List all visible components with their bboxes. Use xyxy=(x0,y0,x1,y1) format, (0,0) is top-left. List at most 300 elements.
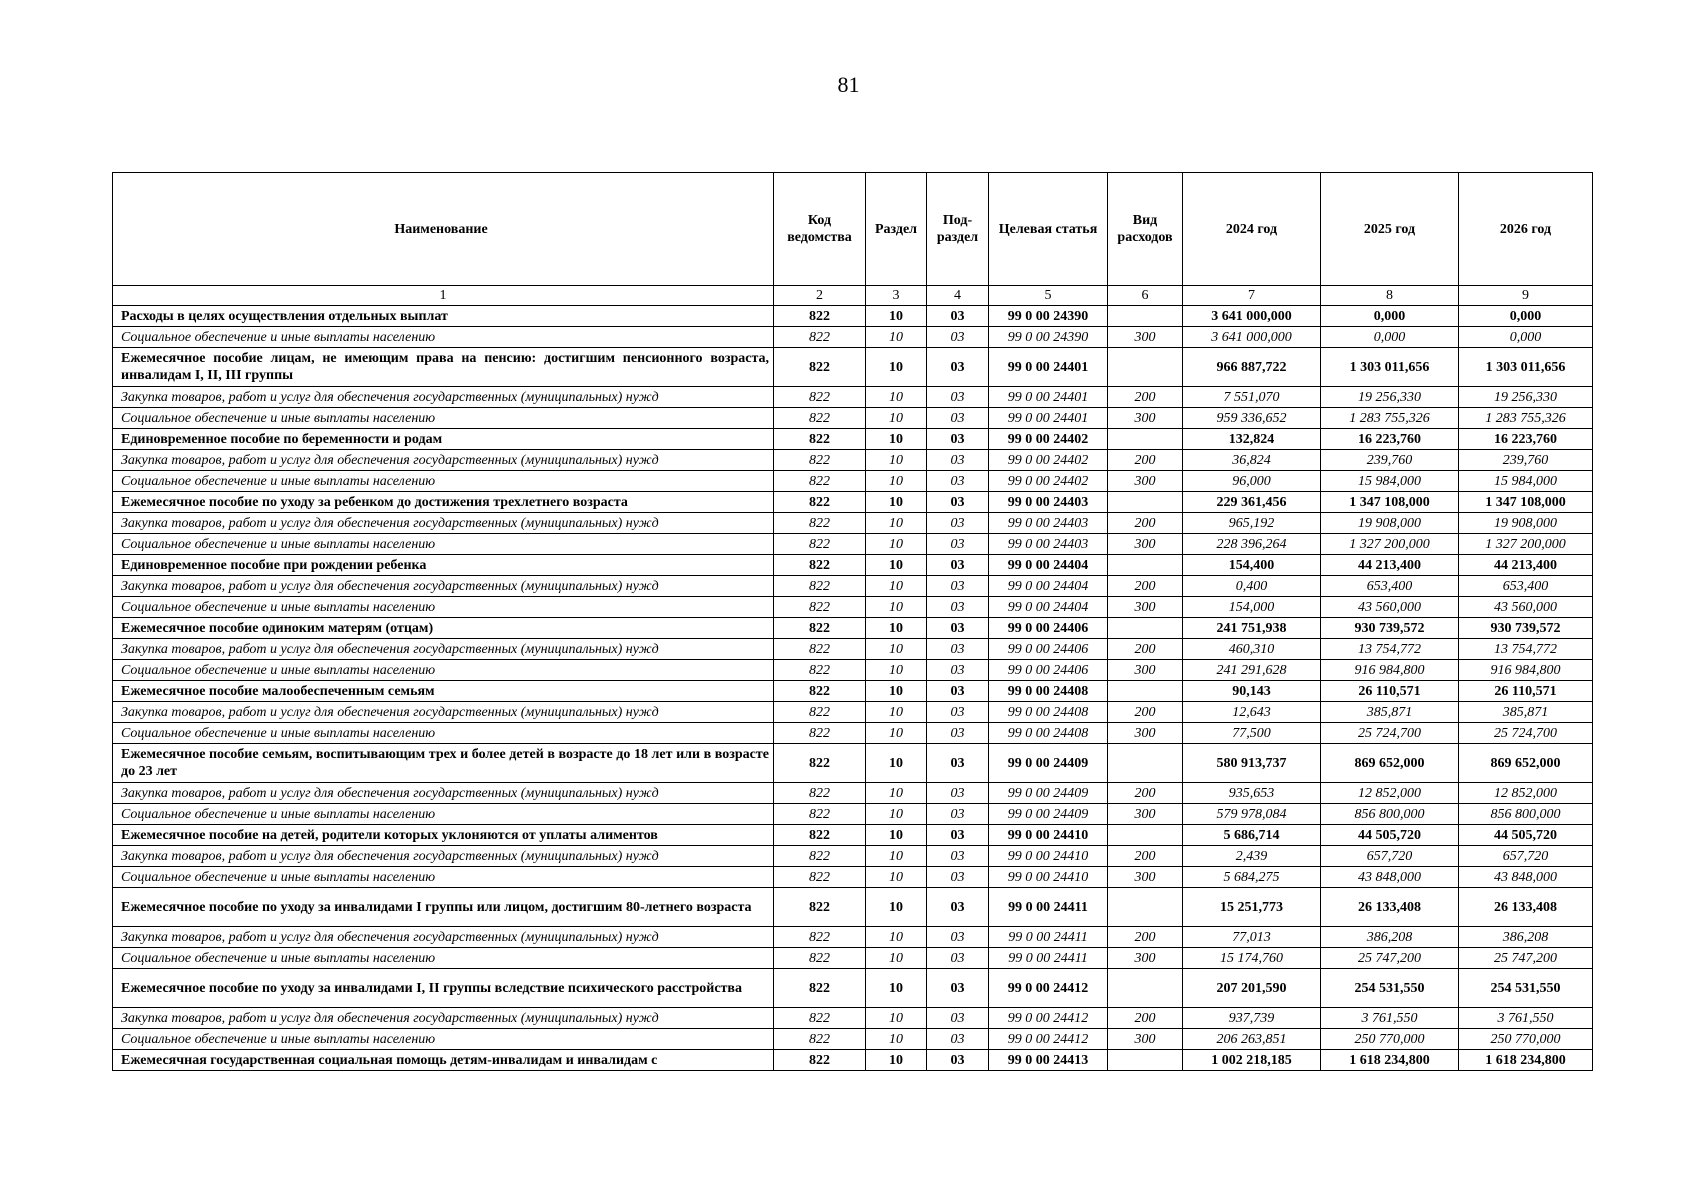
cell-dept: 822 xyxy=(774,1050,866,1071)
cell-subsection: 03 xyxy=(927,1008,989,1029)
cell-dept: 822 xyxy=(774,723,866,744)
cell-target: 99 0 00 24411 xyxy=(989,888,1108,927)
cell-section: 10 xyxy=(866,1008,927,1029)
cell-2024: 241 291,628 xyxy=(1183,660,1321,681)
item-row xyxy=(113,306,1593,327)
detail-row xyxy=(113,927,1593,948)
cell-target: 99 0 00 24404 xyxy=(989,597,1108,618)
cell-kind xyxy=(1108,429,1183,450)
cell-section: 10 xyxy=(866,429,927,450)
cell-subsection: 03 xyxy=(927,846,989,867)
cell-target: 99 0 00 24390 xyxy=(989,306,1108,327)
detail-row xyxy=(113,846,1593,867)
cell-target: 99 0 00 24406 xyxy=(989,618,1108,639)
cell-2025: 15 984,000 xyxy=(1321,471,1459,492)
cell-2025: 869 652,000 xyxy=(1321,744,1459,783)
column-number: 1 xyxy=(113,286,774,306)
cell-dept: 822 xyxy=(774,555,866,576)
cell-section: 10 xyxy=(866,927,927,948)
cell-dept: 822 xyxy=(774,429,866,450)
cell-subsection: 03 xyxy=(927,681,989,702)
cell-kind xyxy=(1108,306,1183,327)
cell-2025: 16 223,760 xyxy=(1321,429,1459,450)
cell-2026: 0,000 xyxy=(1459,306,1593,327)
cell-2024: 7 551,070 xyxy=(1183,387,1321,408)
detail-row xyxy=(113,660,1593,681)
cell-dept: 822 xyxy=(774,681,866,702)
header-dept-line2: ведомства xyxy=(787,230,852,245)
cell-subsection: 03 xyxy=(927,534,989,555)
cell-2026: 26 110,571 xyxy=(1459,681,1593,702)
header-dept-line1: Код xyxy=(807,213,832,228)
cell-name: Социальное обеспечение и иные выплаты населению xyxy=(113,867,774,888)
cell-2024: 15 174,760 xyxy=(1183,948,1321,969)
cell-target: 99 0 00 24390 xyxy=(989,327,1108,348)
column-number: 4 xyxy=(927,286,989,306)
cell-name: Ежемесячное пособие одиноким матерям (отцам) xyxy=(113,618,774,639)
header-kind xyxy=(1108,173,1183,286)
cell-target: 99 0 00 24409 xyxy=(989,744,1108,783)
cell-kind: 300 xyxy=(1108,723,1183,744)
cell-kind xyxy=(1108,1050,1183,1071)
cell-section: 10 xyxy=(866,348,927,387)
cell-subsection: 03 xyxy=(927,1050,989,1071)
cell-2025: 856 800,000 xyxy=(1321,804,1459,825)
header-kind-line1: Вид xyxy=(1132,213,1158,228)
cell-kind xyxy=(1108,348,1183,387)
cell-2025: 12 852,000 xyxy=(1321,783,1459,804)
table-header xyxy=(113,173,1593,306)
cell-2024: 154,000 xyxy=(1183,597,1321,618)
cell-2026: 19 908,000 xyxy=(1459,513,1593,534)
cell-name: Закупка товаров, работ и услуг для обеспечения государственных (муниципальных) нужд xyxy=(113,576,774,597)
cell-2025: 13 754,772 xyxy=(1321,639,1459,660)
cell-section: 10 xyxy=(866,969,927,1008)
cell-dept: 822 xyxy=(774,804,866,825)
cell-name: Единовременное пособие при рождении ребенка xyxy=(113,555,774,576)
detail-row xyxy=(113,948,1593,969)
cell-dept: 822 xyxy=(774,348,866,387)
cell-2025: 3 761,550 xyxy=(1321,1008,1459,1029)
cell-2026: 44 213,400 xyxy=(1459,555,1593,576)
cell-name: Ежемесячное пособие семьям, воспитывающим трех и более детей в возрасте до 18 лет или в возрасте до 23 лет xyxy=(113,744,774,783)
cell-2026: 25 724,700 xyxy=(1459,723,1593,744)
cell-2026: 44 505,720 xyxy=(1459,825,1593,846)
cell-subsection: 03 xyxy=(927,867,989,888)
cell-name: Единовременное пособие по беременности и родам xyxy=(113,429,774,450)
cell-name: Социальное обеспечение и иные выплаты населению xyxy=(113,723,774,744)
cell-target: 99 0 00 24403 xyxy=(989,513,1108,534)
cell-dept: 822 xyxy=(774,1008,866,1029)
cell-subsection: 03 xyxy=(927,660,989,681)
cell-2026: 15 984,000 xyxy=(1459,471,1593,492)
item-row xyxy=(113,825,1593,846)
cell-2026: 239,760 xyxy=(1459,450,1593,471)
cell-name: Социальное обеспечение и иные выплаты населению xyxy=(113,471,774,492)
cell-2025: 1 283 755,326 xyxy=(1321,408,1459,429)
detail-row xyxy=(113,408,1593,429)
cell-dept: 822 xyxy=(774,492,866,513)
cell-subsection: 03 xyxy=(927,348,989,387)
cell-section: 10 xyxy=(866,846,927,867)
cell-2026: 869 652,000 xyxy=(1459,744,1593,783)
cell-dept: 822 xyxy=(774,783,866,804)
header-subsection xyxy=(927,173,989,286)
detail-row xyxy=(113,723,1593,744)
cell-2025: 44 213,400 xyxy=(1321,555,1459,576)
cell-2025: 19 908,000 xyxy=(1321,513,1459,534)
cell-target: 99 0 00 24406 xyxy=(989,660,1108,681)
cell-target: 99 0 00 24408 xyxy=(989,723,1108,744)
cell-subsection: 03 xyxy=(927,306,989,327)
cell-2025: 43 560,000 xyxy=(1321,597,1459,618)
cell-section: 10 xyxy=(866,681,927,702)
cell-kind: 300 xyxy=(1108,660,1183,681)
cell-section: 10 xyxy=(866,576,927,597)
budget-table xyxy=(112,172,1593,1071)
cell-section: 10 xyxy=(866,534,927,555)
cell-2024: 15 251,773 xyxy=(1183,888,1321,927)
cell-2026: 385,871 xyxy=(1459,702,1593,723)
cell-dept: 822 xyxy=(774,969,866,1008)
detail-row xyxy=(113,576,1593,597)
cell-2025: 26 133,408 xyxy=(1321,888,1459,927)
cell-kind: 200 xyxy=(1108,846,1183,867)
header-row xyxy=(113,173,1593,286)
cell-dept: 822 xyxy=(774,660,866,681)
cell-dept: 822 xyxy=(774,927,866,948)
cell-2026: 43 560,000 xyxy=(1459,597,1593,618)
cell-target: 99 0 00 24401 xyxy=(989,408,1108,429)
cell-subsection: 03 xyxy=(927,513,989,534)
cell-2026: 19 256,330 xyxy=(1459,387,1593,408)
cell-target: 99 0 00 24408 xyxy=(989,702,1108,723)
cell-2024: 965,192 xyxy=(1183,513,1321,534)
cell-kind xyxy=(1108,825,1183,846)
cell-dept: 822 xyxy=(774,888,866,927)
cell-dept: 822 xyxy=(774,825,866,846)
cell-name: Закупка товаров, работ и услуг для обеспечения государственных (муниципальных) нужд xyxy=(113,639,774,660)
cell-2025: 930 739,572 xyxy=(1321,618,1459,639)
column-number: 6 xyxy=(1108,286,1183,306)
cell-2026: 1 303 011,656 xyxy=(1459,348,1593,387)
header-name: Наименование xyxy=(113,173,774,286)
cell-section: 10 xyxy=(866,888,927,927)
cell-2025: 254 531,550 xyxy=(1321,969,1459,1008)
cell-subsection: 03 xyxy=(927,576,989,597)
cell-target: 99 0 00 24402 xyxy=(989,450,1108,471)
cell-kind: 300 xyxy=(1108,1029,1183,1050)
cell-name: Социальное обеспечение и иные выплаты населению xyxy=(113,408,774,429)
detail-row xyxy=(113,783,1593,804)
header-subsection-line2: раздел xyxy=(936,230,979,245)
cell-2024: 90,143 xyxy=(1183,681,1321,702)
column-number: 3 xyxy=(866,286,927,306)
cell-2024: 580 913,737 xyxy=(1183,744,1321,783)
cell-kind: 200 xyxy=(1108,576,1183,597)
cell-target: 99 0 00 24403 xyxy=(989,534,1108,555)
cell-2024: 1 002 218,185 xyxy=(1183,1050,1321,1071)
cell-kind xyxy=(1108,969,1183,1008)
cell-2025: 26 110,571 xyxy=(1321,681,1459,702)
cell-2024: 5 686,714 xyxy=(1183,825,1321,846)
cell-section: 10 xyxy=(866,660,927,681)
item-row xyxy=(113,348,1593,387)
cell-kind xyxy=(1108,681,1183,702)
item-row xyxy=(113,888,1593,927)
cell-2025: 0,000 xyxy=(1321,327,1459,348)
cell-2024: 229 361,456 xyxy=(1183,492,1321,513)
cell-name: Закупка товаров, работ и услуг для обеспечения государственных (муниципальных) нужд xyxy=(113,1008,774,1029)
cell-target: 99 0 00 24404 xyxy=(989,555,1108,576)
cell-name: Закупка товаров, работ и услуг для обеспечения государственных (муниципальных) нужд xyxy=(113,702,774,723)
cell-2024: 132,824 xyxy=(1183,429,1321,450)
detail-row xyxy=(113,387,1593,408)
cell-name: Закупка товаров, работ и услуг для обеспечения государственных (муниципальных) нужд xyxy=(113,783,774,804)
cell-2024: 77,013 xyxy=(1183,927,1321,948)
page-number: 81 xyxy=(837,72,860,97)
cell-name: Ежемесячное пособие на детей, родители которых уклоняются от уплаты алиментов xyxy=(113,825,774,846)
detail-row xyxy=(113,471,1593,492)
cell-subsection: 03 xyxy=(927,804,989,825)
cell-2025: 1 303 011,656 xyxy=(1321,348,1459,387)
cell-2025: 385,871 xyxy=(1321,702,1459,723)
cell-target: 99 0 00 24409 xyxy=(989,804,1108,825)
cell-2025: 386,208 xyxy=(1321,927,1459,948)
cell-name: Закупка товаров, работ и услуг для обеспечения государственных (муниципальных) нужд xyxy=(113,927,774,948)
cell-2024: 959 336,652 xyxy=(1183,408,1321,429)
cell-section: 10 xyxy=(866,639,927,660)
header-2026: 2026 год xyxy=(1459,173,1593,286)
cell-2025: 657,720 xyxy=(1321,846,1459,867)
cell-name: Социальное обеспечение и иные выплаты населению xyxy=(113,534,774,555)
cell-name: Расходы в целях осуществления отдельных выплат xyxy=(113,306,774,327)
header-kind-line2: расходов xyxy=(1117,230,1173,245)
cell-2026: 653,400 xyxy=(1459,576,1593,597)
cell-name: Ежемесячная государственная социальная помощь детям-инвалидам и инвалидам с xyxy=(113,1050,774,1071)
cell-dept: 822 xyxy=(774,534,866,555)
cell-kind: 200 xyxy=(1108,783,1183,804)
column-number: 5 xyxy=(989,286,1108,306)
cell-section: 10 xyxy=(866,618,927,639)
cell-2025: 239,760 xyxy=(1321,450,1459,471)
cell-subsection: 03 xyxy=(927,429,989,450)
cell-subsection: 03 xyxy=(927,597,989,618)
detail-row xyxy=(113,327,1593,348)
cell-name: Ежемесячное пособие по уходу за ребенком до достижения трехлетнего возраста xyxy=(113,492,774,513)
column-number: 7 xyxy=(1183,286,1321,306)
cell-2024: 966 887,722 xyxy=(1183,348,1321,387)
cell-target: 99 0 00 24412 xyxy=(989,1008,1108,1029)
cell-2025: 19 256,330 xyxy=(1321,387,1459,408)
cell-section: 10 xyxy=(866,450,927,471)
cell-2024: 2,439 xyxy=(1183,846,1321,867)
cell-subsection: 03 xyxy=(927,783,989,804)
cell-section: 10 xyxy=(866,948,927,969)
cell-2024: 228 396,264 xyxy=(1183,534,1321,555)
cell-target: 99 0 00 24403 xyxy=(989,492,1108,513)
cell-subsection: 03 xyxy=(927,492,989,513)
cell-section: 10 xyxy=(866,744,927,783)
cell-kind: 300 xyxy=(1108,534,1183,555)
cell-name: Ежемесячное пособие по уходу за инвалидами I группы или лицом, достигшим 80-летнего возраста xyxy=(113,888,774,927)
cell-target: 99 0 00 24409 xyxy=(989,783,1108,804)
table-body xyxy=(113,306,1593,1071)
item-row xyxy=(113,492,1593,513)
cell-subsection: 03 xyxy=(927,825,989,846)
item-row xyxy=(113,429,1593,450)
cell-subsection: 03 xyxy=(927,948,989,969)
cell-section: 10 xyxy=(866,471,927,492)
cell-2024: 96,000 xyxy=(1183,471,1321,492)
column-number: 9 xyxy=(1459,286,1593,306)
cell-2026: 25 747,200 xyxy=(1459,948,1593,969)
detail-row xyxy=(113,1008,1593,1029)
cell-2025: 43 848,000 xyxy=(1321,867,1459,888)
cell-kind xyxy=(1108,555,1183,576)
cell-name: Социальное обеспечение и иные выплаты населению xyxy=(113,660,774,681)
cell-section: 10 xyxy=(866,492,927,513)
cell-2026: 930 739,572 xyxy=(1459,618,1593,639)
cell-dept: 822 xyxy=(774,948,866,969)
cell-2026: 1 327 200,000 xyxy=(1459,534,1593,555)
detail-row xyxy=(113,513,1593,534)
cell-section: 10 xyxy=(866,867,927,888)
cell-2025: 250 770,000 xyxy=(1321,1029,1459,1050)
cell-2026: 254 531,550 xyxy=(1459,969,1593,1008)
cell-kind: 200 xyxy=(1108,450,1183,471)
cell-2024: 460,310 xyxy=(1183,639,1321,660)
cell-2026: 3 761,550 xyxy=(1459,1008,1593,1029)
cell-dept: 822 xyxy=(774,327,866,348)
item-row xyxy=(113,969,1593,1008)
cell-2025: 0,000 xyxy=(1321,306,1459,327)
cell-subsection: 03 xyxy=(927,618,989,639)
cell-kind: 300 xyxy=(1108,948,1183,969)
cell-name: Ежемесячное пособие лицам, не имеющим права на пенсию: достигшим пенсионного возраста, инвалидам I, II, III группы xyxy=(113,348,774,387)
cell-subsection: 03 xyxy=(927,702,989,723)
cell-kind: 200 xyxy=(1108,513,1183,534)
cell-2025: 916 984,800 xyxy=(1321,660,1459,681)
detail-row xyxy=(113,597,1593,618)
cell-subsection: 03 xyxy=(927,1029,989,1050)
cell-2026: 916 984,800 xyxy=(1459,660,1593,681)
cell-dept: 822 xyxy=(774,450,866,471)
cell-2026: 1 347 108,000 xyxy=(1459,492,1593,513)
cell-target: 99 0 00 24404 xyxy=(989,576,1108,597)
cell-2024: 0,400 xyxy=(1183,576,1321,597)
cell-kind xyxy=(1108,888,1183,927)
cell-section: 10 xyxy=(866,327,927,348)
cell-2026: 13 754,772 xyxy=(1459,639,1593,660)
cell-name: Закупка товаров, работ и услуг для обеспечения государственных (муниципальных) нужд xyxy=(113,450,774,471)
cell-subsection: 03 xyxy=(927,927,989,948)
detail-row xyxy=(113,1029,1593,1050)
cell-kind xyxy=(1108,492,1183,513)
cell-target: 99 0 00 24411 xyxy=(989,948,1108,969)
cell-2024: 5 684,275 xyxy=(1183,867,1321,888)
item-row xyxy=(113,681,1593,702)
cell-name: Социальное обеспечение и иные выплаты населению xyxy=(113,327,774,348)
cell-kind: 300 xyxy=(1108,597,1183,618)
cell-2024: 579 978,084 xyxy=(1183,804,1321,825)
cell-dept: 822 xyxy=(774,867,866,888)
cell-target: 99 0 00 24408 xyxy=(989,681,1108,702)
header-target: Целевая статья xyxy=(989,173,1108,286)
cell-2026: 856 800,000 xyxy=(1459,804,1593,825)
cell-target: 99 0 00 24410 xyxy=(989,846,1108,867)
cell-2025: 1 618 234,800 xyxy=(1321,1050,1459,1071)
cell-subsection: 03 xyxy=(927,327,989,348)
cell-subsection: 03 xyxy=(927,555,989,576)
column-number: 8 xyxy=(1321,286,1459,306)
cell-kind: 300 xyxy=(1108,471,1183,492)
header-subsection-line1: Под- xyxy=(942,213,973,228)
cell-target: 99 0 00 24401 xyxy=(989,348,1108,387)
cell-2025: 44 505,720 xyxy=(1321,825,1459,846)
cell-subsection: 03 xyxy=(927,387,989,408)
cell-dept: 822 xyxy=(774,471,866,492)
cell-kind xyxy=(1108,744,1183,783)
cell-2026: 0,000 xyxy=(1459,327,1593,348)
item-row xyxy=(113,744,1593,783)
cell-kind xyxy=(1108,618,1183,639)
cell-name: Закупка товаров, работ и услуг для обеспечения государственных (муниципальных) нужд xyxy=(113,846,774,867)
cell-2024: 154,400 xyxy=(1183,555,1321,576)
cell-2025: 25 747,200 xyxy=(1321,948,1459,969)
cell-target: 99 0 00 24402 xyxy=(989,429,1108,450)
cell-2026: 1 283 755,326 xyxy=(1459,408,1593,429)
cell-kind: 200 xyxy=(1108,702,1183,723)
detail-row xyxy=(113,702,1593,723)
cell-2026: 12 852,000 xyxy=(1459,783,1593,804)
cell-2025: 1 327 200,000 xyxy=(1321,534,1459,555)
cell-target: 99 0 00 24412 xyxy=(989,1029,1108,1050)
cell-target: 99 0 00 24410 xyxy=(989,867,1108,888)
detail-row xyxy=(113,534,1593,555)
cell-name: Закупка товаров, работ и услуг для обеспечения государственных (муниципальных) нужд xyxy=(113,387,774,408)
cell-target: 99 0 00 24411 xyxy=(989,927,1108,948)
cell-section: 10 xyxy=(866,306,927,327)
header-2024: 2024 год xyxy=(1183,173,1321,286)
cell-dept: 822 xyxy=(774,1029,866,1050)
cell-target: 99 0 00 24401 xyxy=(989,387,1108,408)
cell-dept: 822 xyxy=(774,846,866,867)
cell-2024: 937,739 xyxy=(1183,1008,1321,1029)
cell-target: 99 0 00 24412 xyxy=(989,969,1108,1008)
cell-subsection: 03 xyxy=(927,969,989,1008)
cell-subsection: 03 xyxy=(927,408,989,429)
item-row xyxy=(113,1050,1593,1071)
cell-dept: 822 xyxy=(774,639,866,660)
cell-section: 10 xyxy=(866,408,927,429)
cell-section: 10 xyxy=(866,1029,927,1050)
cell-dept: 822 xyxy=(774,576,866,597)
item-row xyxy=(113,618,1593,639)
cell-target: 99 0 00 24413 xyxy=(989,1050,1108,1071)
cell-2026: 657,720 xyxy=(1459,846,1593,867)
cell-2024: 3 641 000,000 xyxy=(1183,327,1321,348)
cell-subsection: 03 xyxy=(927,450,989,471)
cell-section: 10 xyxy=(866,723,927,744)
cell-section: 10 xyxy=(866,597,927,618)
cell-name: Закупка товаров, работ и услуг для обеспечения государственных (муниципальных) нужд xyxy=(113,513,774,534)
cell-name: Социальное обеспечение и иные выплаты населению xyxy=(113,804,774,825)
cell-kind: 200 xyxy=(1108,639,1183,660)
cell-2024: 77,500 xyxy=(1183,723,1321,744)
header-dept xyxy=(774,173,866,286)
cell-name: Ежемесячное пособие по уходу за инвалидами I, II группы вследствие психического расстройства xyxy=(113,969,774,1008)
